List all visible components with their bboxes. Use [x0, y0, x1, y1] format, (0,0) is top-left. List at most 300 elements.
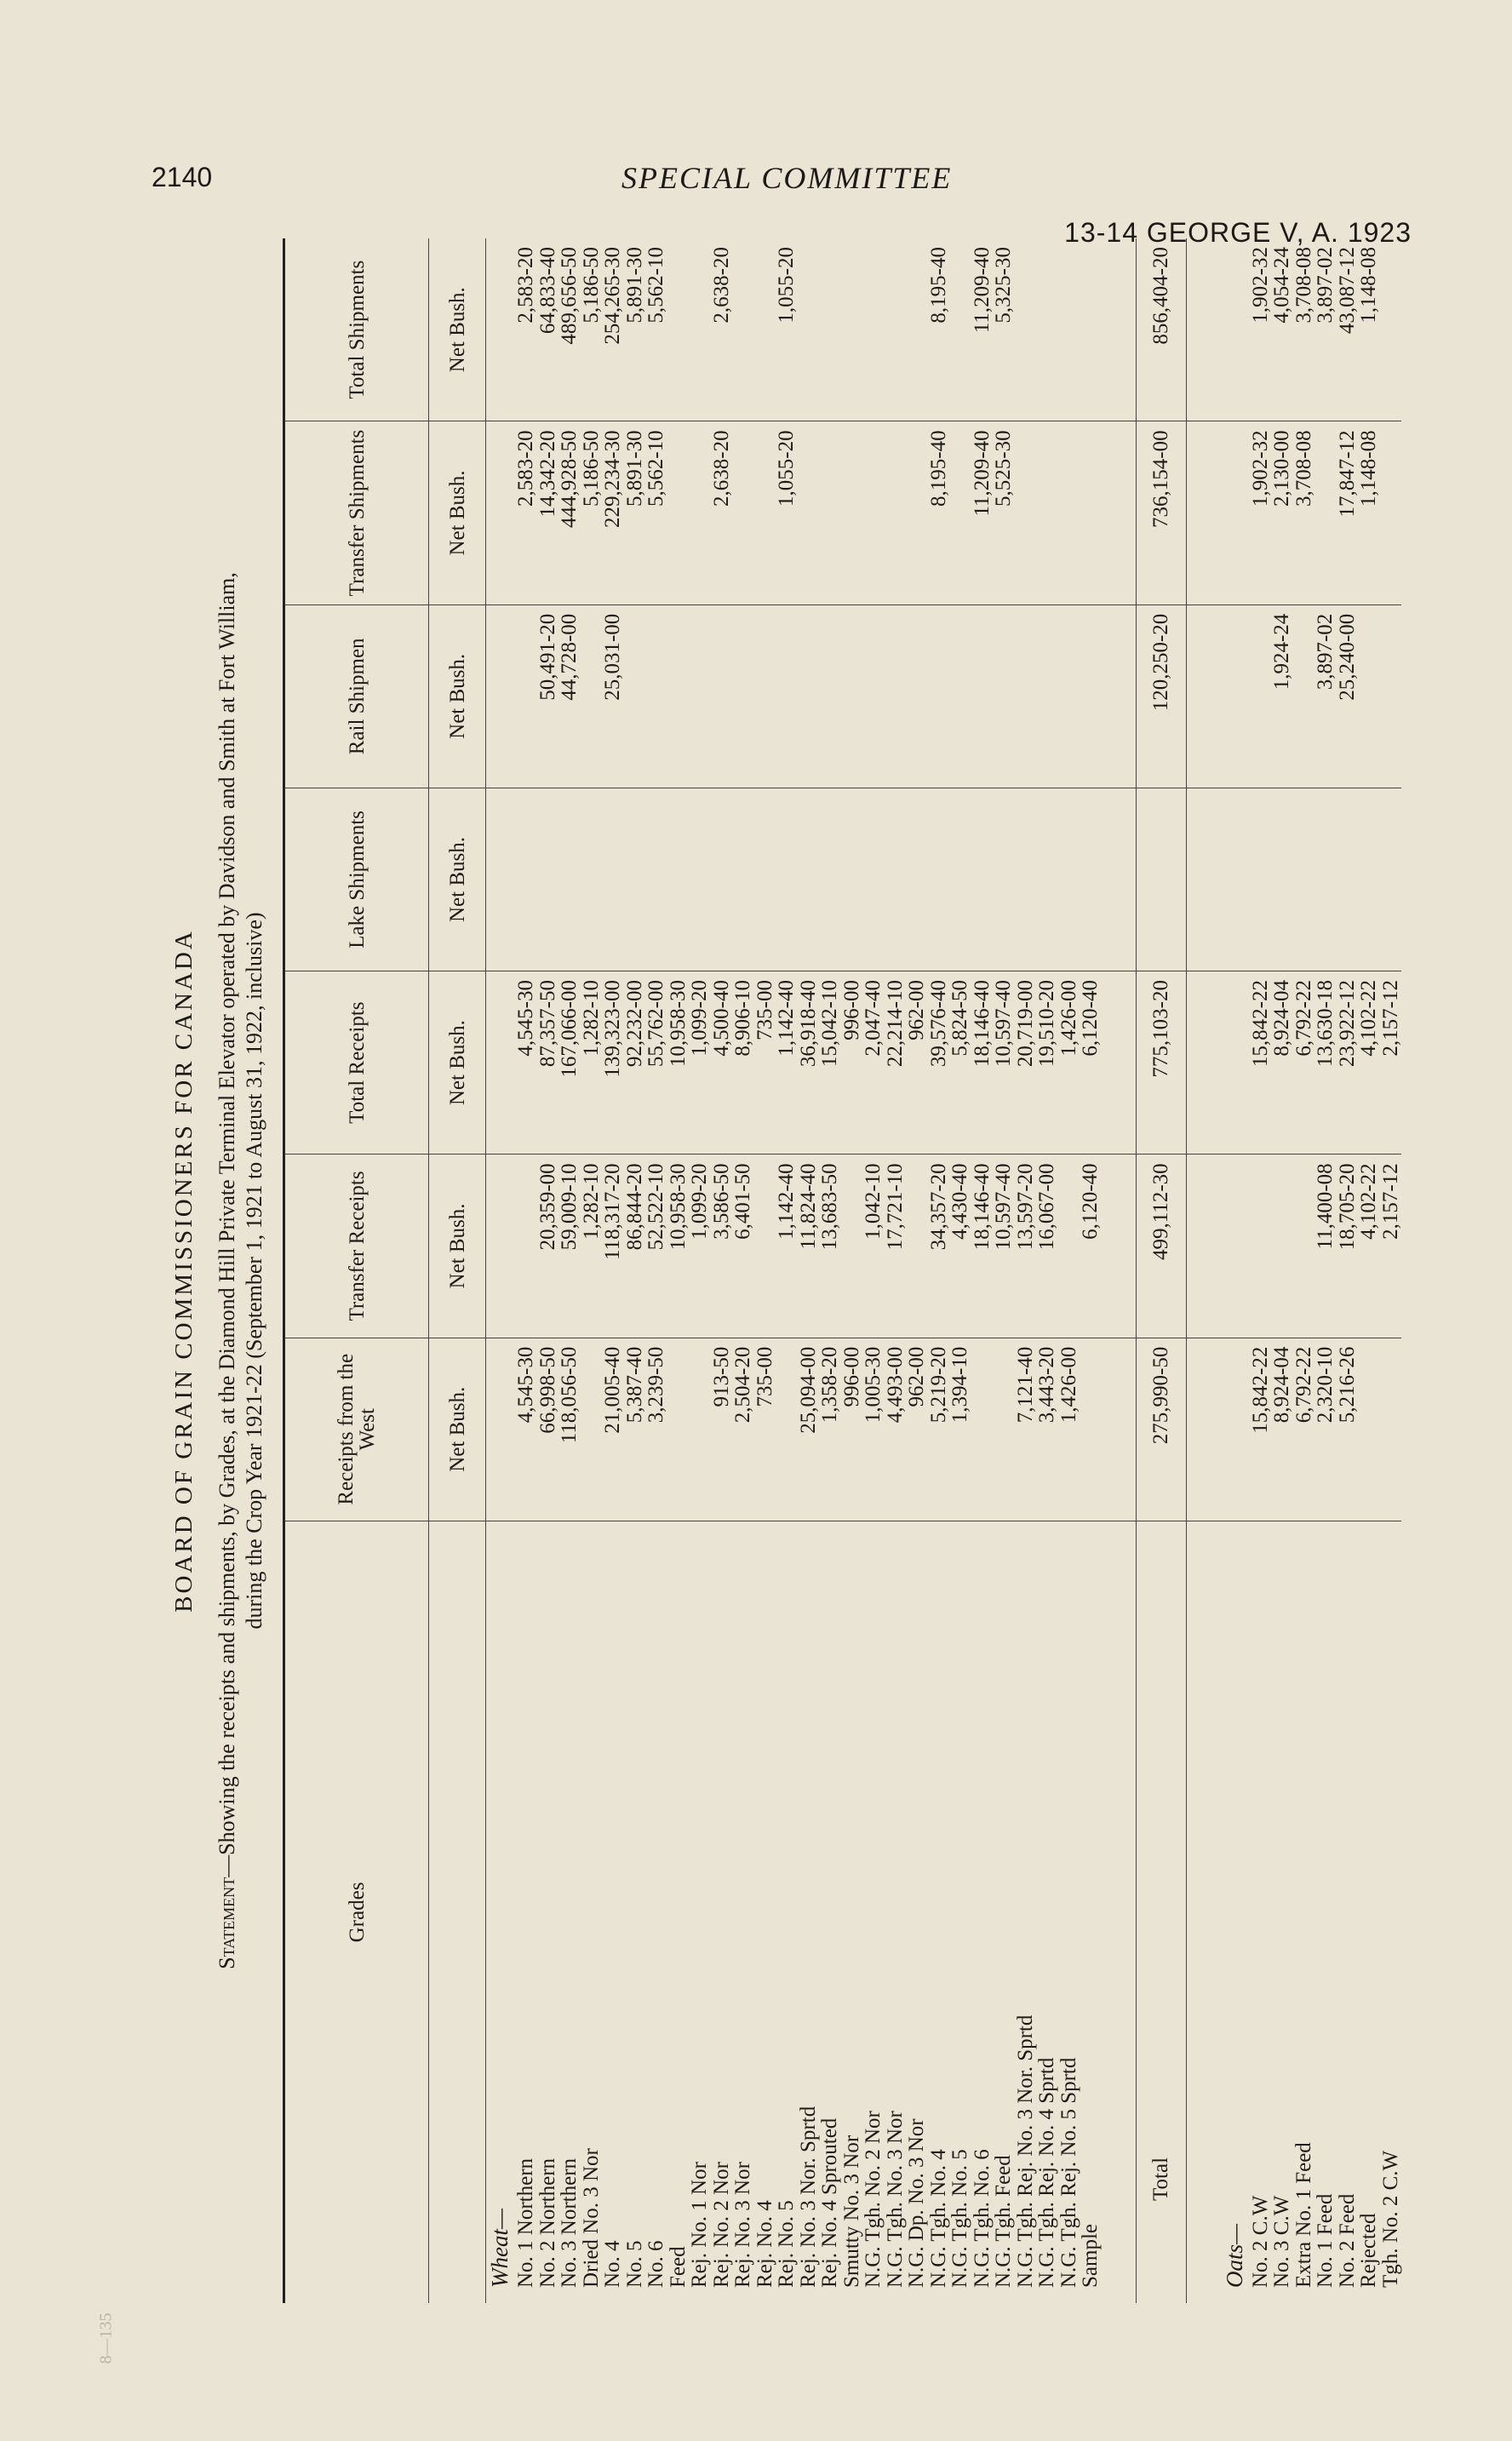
table-row: [1058, 238, 1080, 2303]
value-cell: 1,148-08: [1358, 421, 1380, 605]
value-cell: 1,005-30: [862, 1338, 885, 1521]
value-cell: 4,545-30: [515, 1338, 537, 1521]
table-row: [885, 238, 907, 2303]
spacer-cell: [1102, 238, 1137, 421]
value-cell: [885, 605, 907, 788]
table-row: [689, 238, 711, 2303]
value-cell: 25,240-00: [1337, 605, 1359, 788]
spacer-cell: [1102, 1521, 1137, 2303]
column-header-row: [284, 238, 429, 2303]
value-cell: 1,099-20: [689, 971, 711, 1154]
value-cell: [1293, 605, 1315, 788]
grade-cell: Sample: [1080, 1521, 1102, 2303]
value-cell: 8,924-04: [1271, 1338, 1293, 1521]
value-cell: [732, 788, 754, 971]
spacer-row: [1186, 238, 1221, 2303]
value-cell: [928, 788, 950, 971]
grade-cell: N.G. Tgh. No. 3 Nor: [885, 1521, 907, 2303]
grade-cell: No. 5: [624, 1521, 646, 2303]
value-cell: [624, 788, 646, 971]
value-cell: 3,708-08: [1292, 247, 1315, 324]
grade-cell: No. 2 Northern: [537, 1521, 559, 2303]
grade-cell: Rej. No. 4 Sprouted: [819, 1521, 841, 2303]
value-cell: 22,214-10: [885, 971, 907, 1154]
value-cell: 4,102-22: [1358, 971, 1380, 1154]
section-label-text: Oats—: [1221, 2223, 1247, 2288]
value-cell: 16,067-00: [1036, 1155, 1058, 1338]
value-cell: [841, 1155, 863, 1338]
value-cell: [732, 421, 754, 605]
grade-cell: Rej. No. 1 Nor: [689, 1521, 711, 2303]
column-header: Grades: [284, 1521, 429, 2303]
page-number: 2140: [152, 162, 213, 192]
value-cell: 1,902-32: [1250, 421, 1272, 605]
table-row: [1337, 238, 1359, 2303]
total-value-cell: 856,404-20: [1136, 238, 1186, 421]
value-cell: [798, 788, 820, 971]
value-cell: 13,683-50: [819, 1155, 841, 1338]
value-cell: [971, 605, 994, 788]
value-cell: 36,918-40: [798, 971, 820, 1154]
table-cell: [486, 1338, 516, 1521]
table-row: [1271, 238, 1293, 2303]
value-cell: [819, 421, 841, 605]
unit-header: Net Bush.: [429, 1338, 486, 1521]
value-cell: 2,130-00: [1271, 421, 1293, 605]
value-cell: [993, 788, 1015, 971]
value-cell: 55,762-00: [645, 971, 667, 1154]
table-cell: [1221, 1338, 1250, 1521]
value-cell: 44,728-00: [558, 605, 581, 788]
session-info: 13-14 GEORGE V, A. 1923: [1064, 217, 1412, 248]
table-row: [928, 238, 950, 2303]
value-cell: 5,325-30: [992, 247, 1016, 324]
value-cell: [754, 1155, 776, 1338]
value-cell: [949, 605, 971, 788]
grade-cell: N.G. Tgh. Rej. No. 3 Nor. Sprtd: [1015, 1521, 1037, 2303]
value-cell: [1380, 1338, 1402, 1521]
value-cell: 1,142-40: [776, 971, 798, 1154]
value-cell: [515, 605, 537, 788]
value-cell: 50,491-20: [537, 605, 559, 788]
value-cell: 5,186-50: [581, 421, 603, 605]
table-cell: [486, 971, 516, 1154]
grade-cell: Feed: [667, 1521, 690, 2303]
value-cell: [841, 238, 863, 421]
value-cell: 1,055-20: [776, 421, 798, 605]
value-cell: 17,721-10: [885, 1155, 907, 1338]
value-cell: [776, 1338, 798, 1521]
value-cell: 59,009-10: [558, 1155, 581, 1338]
value-cell: 17,847-12: [1337, 421, 1359, 605]
table-cell: [486, 605, 516, 788]
value-cell: [1080, 421, 1102, 605]
value-cell: 11,209-40: [970, 247, 994, 334]
value-cell: 14,342-20: [537, 421, 559, 605]
spacer-row: [1102, 238, 1137, 2303]
value-cell: [1080, 1338, 1102, 1521]
value-cell: 87,357-50: [537, 971, 559, 1154]
value-cell: [689, 238, 711, 421]
total-row: [1136, 238, 1186, 2303]
grade-cell: No. 3 Northern: [558, 1521, 581, 2303]
table-row: [1036, 238, 1058, 2303]
value-cell: 996-00: [841, 971, 863, 1154]
value-cell: [1271, 1155, 1293, 1338]
value-cell: 34,357-20: [928, 1155, 950, 1338]
section-label: [1221, 1521, 1250, 2303]
unit-header: [429, 1521, 486, 2303]
spacer-cell: [1102, 605, 1137, 788]
value-cell: 1,426-00: [1058, 1338, 1080, 1521]
unit-header: Net Bush.: [429, 605, 486, 788]
value-cell: 1,148-08: [1357, 247, 1381, 324]
value-cell: 962-00: [906, 1338, 928, 1521]
value-cell: [993, 605, 1015, 788]
grade-cell: No. 2 C.W: [1250, 1521, 1272, 2303]
value-cell: 5,562-10: [645, 421, 667, 605]
table-row: [1314, 238, 1337, 2303]
value-cell: 489,656-50: [558, 247, 581, 345]
grade-cell: Rej. No. 2 Nor: [711, 1521, 733, 2303]
value-cell: 86,844-20: [624, 1155, 646, 1338]
value-cell: 1,055-20: [775, 247, 799, 324]
value-cell: [862, 605, 885, 788]
value-cell: 4,430-40: [949, 1155, 971, 1338]
value-cell: 254,265-30: [601, 247, 625, 345]
table-row: [993, 238, 1015, 2303]
value-cell: [754, 238, 776, 421]
spacer-cell: [1186, 1338, 1221, 1521]
value-cell: [689, 421, 711, 605]
value-cell: 913-50: [711, 1338, 733, 1521]
faded-stamp: 8—135: [96, 2312, 116, 2364]
value-cell: 11,824-40: [798, 1155, 820, 1338]
value-cell: [732, 238, 754, 421]
table-row: [624, 238, 646, 2303]
unit-header: Net Bush.: [429, 788, 486, 971]
value-cell: [1380, 788, 1402, 971]
value-cell: 1,358-20: [819, 1338, 841, 1521]
value-cell: [798, 238, 820, 421]
table-cell: [1221, 971, 1250, 1154]
value-cell: 11,209-40: [971, 421, 994, 605]
value-cell: [1250, 788, 1272, 971]
value-cell: [1380, 238, 1402, 421]
table-cell: [486, 1155, 516, 1338]
value-cell: 2,504-20: [732, 1338, 754, 1521]
value-cell: [1380, 605, 1402, 788]
value-cell: 5,525-30: [993, 421, 1015, 605]
table-row: [819, 238, 841, 2303]
value-cell: [602, 788, 624, 971]
section-row: [486, 238, 516, 2303]
value-cell: [819, 605, 841, 788]
value-cell: [993, 1338, 1015, 1521]
table-row: [1358, 238, 1380, 2303]
column-header: Total Receipts: [284, 971, 429, 1154]
value-cell: [885, 788, 907, 971]
value-cell: [689, 1338, 711, 1521]
value-cell: 2,638-20: [709, 247, 733, 324]
value-cell: 229,234-30: [602, 421, 624, 605]
value-cell: 5,891-30: [622, 247, 646, 324]
value-cell: [1080, 238, 1102, 421]
value-cell: 10,597-40: [993, 1155, 1015, 1338]
value-cell: 5,387-40: [624, 1338, 646, 1521]
value-cell: [819, 788, 841, 971]
value-cell: 2,638-20: [711, 421, 733, 605]
spacer-cell: [1186, 238, 1221, 421]
spacer-cell: [1186, 1155, 1221, 1338]
value-cell: 15,842-22: [1250, 971, 1272, 1154]
column-header: Rail Shipmen: [284, 605, 429, 788]
value-cell: [885, 238, 907, 421]
value-cell: 2,157-12: [1380, 1155, 1402, 1338]
value-cell: [1337, 788, 1359, 971]
value-cell: 5,891-30: [624, 421, 646, 605]
value-cell: [819, 238, 841, 421]
grade-cell: N.G. Tgh. No. 4: [928, 1521, 950, 2303]
value-cell: 7,121-40: [1015, 1338, 1037, 1521]
value-cell: [885, 421, 907, 605]
value-cell: 6,792-22: [1293, 1338, 1315, 1521]
column-header: Lake Shipments: [284, 788, 429, 971]
grade-cell: No. 3 C.W: [1271, 1521, 1293, 2303]
value-cell: 19,510-20: [1036, 971, 1058, 1154]
value-cell: 1,282-10: [581, 971, 603, 1154]
table-body: [486, 238, 1402, 2303]
statement-text: —Showing the receipts and shipments, by Grades, at the Diamond Hill Private Terminal Elevator operated by Davidson and Smith at Fort William,: [215, 572, 239, 1877]
value-cell: 18,146-40: [971, 1155, 994, 1338]
grade-cell: No. 4: [602, 1521, 624, 2303]
spacer-cell: [1102, 1155, 1137, 1338]
table-row: [949, 238, 971, 2303]
value-cell: [537, 788, 559, 971]
value-cell: [515, 788, 537, 971]
value-cell: [1293, 788, 1315, 971]
grade-cell: No. 2 Feed: [1337, 1521, 1359, 2303]
table-row: [581, 238, 603, 2303]
value-cell: 3,708-08: [1293, 421, 1315, 605]
value-cell: [1314, 788, 1337, 971]
value-cell: 20,719-00: [1015, 971, 1037, 1154]
spacer-cell: [1102, 421, 1137, 605]
unit-header: Net Bush.: [429, 421, 486, 605]
value-cell: [1080, 788, 1102, 971]
value-cell: [906, 238, 928, 421]
value-cell: 4,545-30: [515, 971, 537, 1154]
value-cell: 2,157-12: [1380, 971, 1402, 1154]
value-cell: 118,317-20: [602, 1155, 624, 1338]
table-row: [1015, 238, 1037, 2303]
value-cell: 735-00: [754, 1338, 776, 1521]
value-cell: 25,094-00: [798, 1338, 820, 1521]
value-cell: [906, 788, 928, 971]
unit-header: Net Bush.: [429, 238, 486, 421]
grade-cell: N.G. Tgh. No. 2 Nor: [862, 1521, 885, 2303]
value-cell: 3,586-50: [711, 1155, 733, 1338]
value-cell: [971, 1338, 994, 1521]
value-cell: [1036, 605, 1058, 788]
value-cell: [906, 1155, 928, 1338]
value-cell: 20,359-00: [537, 1155, 559, 1338]
statement-lead: Statement: [215, 1877, 239, 1969]
value-cell: [754, 788, 776, 971]
value-cell: [1015, 605, 1037, 788]
grade-cell: Rej. No. 3 Nor. Sprtd: [798, 1521, 820, 2303]
value-cell: 167,066-00: [558, 971, 581, 1154]
value-cell: [581, 1338, 603, 1521]
grade-cell: Tgh. No. 2 C.W: [1380, 1521, 1402, 2303]
receipts-shipments-table: [283, 238, 1401, 2303]
value-cell: 139,323-00: [602, 971, 624, 1154]
column-header: Transfer Shipments: [284, 421, 429, 605]
table-row: [841, 238, 863, 2303]
value-cell: 25,031-00: [602, 605, 624, 788]
section-label-text: Wheat—: [487, 2209, 513, 2288]
value-cell: 21,005-40: [602, 1338, 624, 1521]
value-cell: [754, 421, 776, 605]
value-cell: [689, 788, 711, 971]
table-row: [798, 238, 820, 2303]
spacer-cell: [1186, 421, 1221, 605]
grade-cell: No. 6: [645, 1521, 667, 2303]
value-cell: [667, 788, 690, 971]
value-cell: [689, 605, 711, 788]
grade-cell: Rej. No. 4: [754, 1521, 776, 2303]
value-cell: [754, 605, 776, 788]
value-cell: 2,320-10: [1314, 1338, 1337, 1521]
value-cell: 444,928-50: [558, 421, 581, 605]
value-cell: [1036, 238, 1058, 421]
value-cell: 8,906-10: [732, 971, 754, 1154]
table-cell: [486, 788, 516, 971]
column-header: Transfer Receipts: [284, 1155, 429, 1338]
table-row: [1380, 238, 1402, 2303]
value-cell: 10,958-30: [667, 1155, 690, 1338]
table-cell: [1221, 421, 1250, 605]
value-cell: 735-00: [754, 971, 776, 1154]
table-cell: [486, 238, 516, 421]
grade-cell: Dried No. 3 Nor: [581, 1521, 603, 2303]
grade-cell: N.G. Dp. No. 3 Nor: [906, 1521, 928, 2303]
value-cell: [624, 605, 646, 788]
value-cell: 1,394-10: [949, 1338, 971, 1521]
column-header: Total Shipments: [284, 238, 429, 421]
value-cell: 118,056-50: [558, 1338, 581, 1521]
value-cell: [971, 788, 994, 971]
value-cell: [906, 421, 928, 605]
section-row: [1221, 238, 1250, 2303]
total-label: Total: [1136, 1521, 1186, 2303]
table-row: [1080, 238, 1102, 2303]
value-cell: [1293, 1155, 1315, 1338]
page-header: [0, 0, 1512, 272]
table-row: [862, 238, 885, 2303]
value-cell: 2,583-20: [515, 421, 537, 605]
value-cell: 962-00: [906, 971, 928, 1154]
spacer-cell: [1186, 605, 1221, 788]
section-label: [486, 1521, 516, 2303]
table-cell: [1221, 238, 1250, 421]
value-cell: [1036, 788, 1058, 971]
value-cell: 13,597-20: [1015, 1155, 1037, 1338]
value-cell: 3,443-20: [1036, 1338, 1058, 1521]
table-row: [667, 238, 690, 2303]
value-cell: [667, 421, 690, 605]
value-cell: 1,042-10: [862, 1155, 885, 1338]
value-cell: [949, 238, 971, 421]
value-cell: 6,120-40: [1080, 971, 1102, 1154]
total-value-cell: 775,103-20: [1136, 971, 1186, 1154]
value-cell: 8,195-40: [926, 247, 950, 324]
value-cell: [558, 788, 581, 971]
value-cell: [841, 788, 863, 971]
running-head: SPECIAL COMMITTEE: [621, 161, 953, 195]
value-cell: 18,146-40: [971, 971, 994, 1154]
table-cell: [1221, 1155, 1250, 1338]
value-cell: [928, 605, 950, 788]
value-cell: 8,924-04: [1271, 971, 1293, 1154]
table-row: [732, 238, 754, 2303]
value-cell: 4,054-24: [1270, 247, 1294, 324]
value-cell: [949, 421, 971, 605]
value-cell: [667, 605, 690, 788]
value-cell: 1,902-32: [1248, 247, 1272, 324]
grade-cell: N.G. Tgh. No. 5: [949, 1521, 971, 2303]
spacer-cell: [1186, 971, 1221, 1154]
spacer-cell: [1186, 1521, 1221, 2303]
table-row: [1250, 238, 1272, 2303]
table-row: [645, 238, 667, 2303]
table-cell: [1221, 605, 1250, 788]
value-cell: 3,897-02: [1314, 247, 1337, 324]
value-cell: 13,630-18: [1314, 971, 1337, 1154]
value-cell: [776, 605, 798, 788]
value-cell: 6,401-50: [732, 1155, 754, 1338]
value-cell: [581, 788, 603, 971]
spacer-cell: [1102, 971, 1137, 1154]
value-cell: 2,047-40: [862, 971, 885, 1154]
value-cell: 2,583-20: [514, 247, 538, 324]
value-cell: [1036, 421, 1058, 605]
value-cell: 6,792-22: [1293, 971, 1315, 1154]
spacer-cell: [1186, 788, 1221, 971]
total-value-cell: 275,990-50: [1136, 1338, 1186, 1521]
grade-cell: No. 1 Northern: [515, 1521, 537, 2303]
grade-cell: Rejected: [1358, 1521, 1380, 2303]
value-cell: 3,239-50: [645, 1338, 667, 1521]
table-row: [776, 238, 798, 2303]
value-cell: [776, 788, 798, 971]
value-cell: [515, 1155, 537, 1338]
value-cell: [667, 238, 690, 421]
rotated-table-block: [170, 238, 1447, 2303]
value-cell: [1015, 238, 1037, 421]
value-cell: [1380, 421, 1402, 605]
value-cell: 5,562-10: [644, 247, 668, 324]
value-cell: 15,842-22: [1250, 1338, 1272, 1521]
table-row: [537, 238, 559, 2303]
value-cell: [1080, 605, 1102, 788]
value-cell: 5,186-50: [579, 247, 603, 324]
grade-cell: N.G. Tgh. Rej. No. 5 Sprtd: [1058, 1521, 1080, 2303]
value-cell: [862, 788, 885, 971]
table-cell: [1221, 788, 1250, 971]
value-cell: [862, 421, 885, 605]
statement-line-1: [215, 238, 240, 2303]
